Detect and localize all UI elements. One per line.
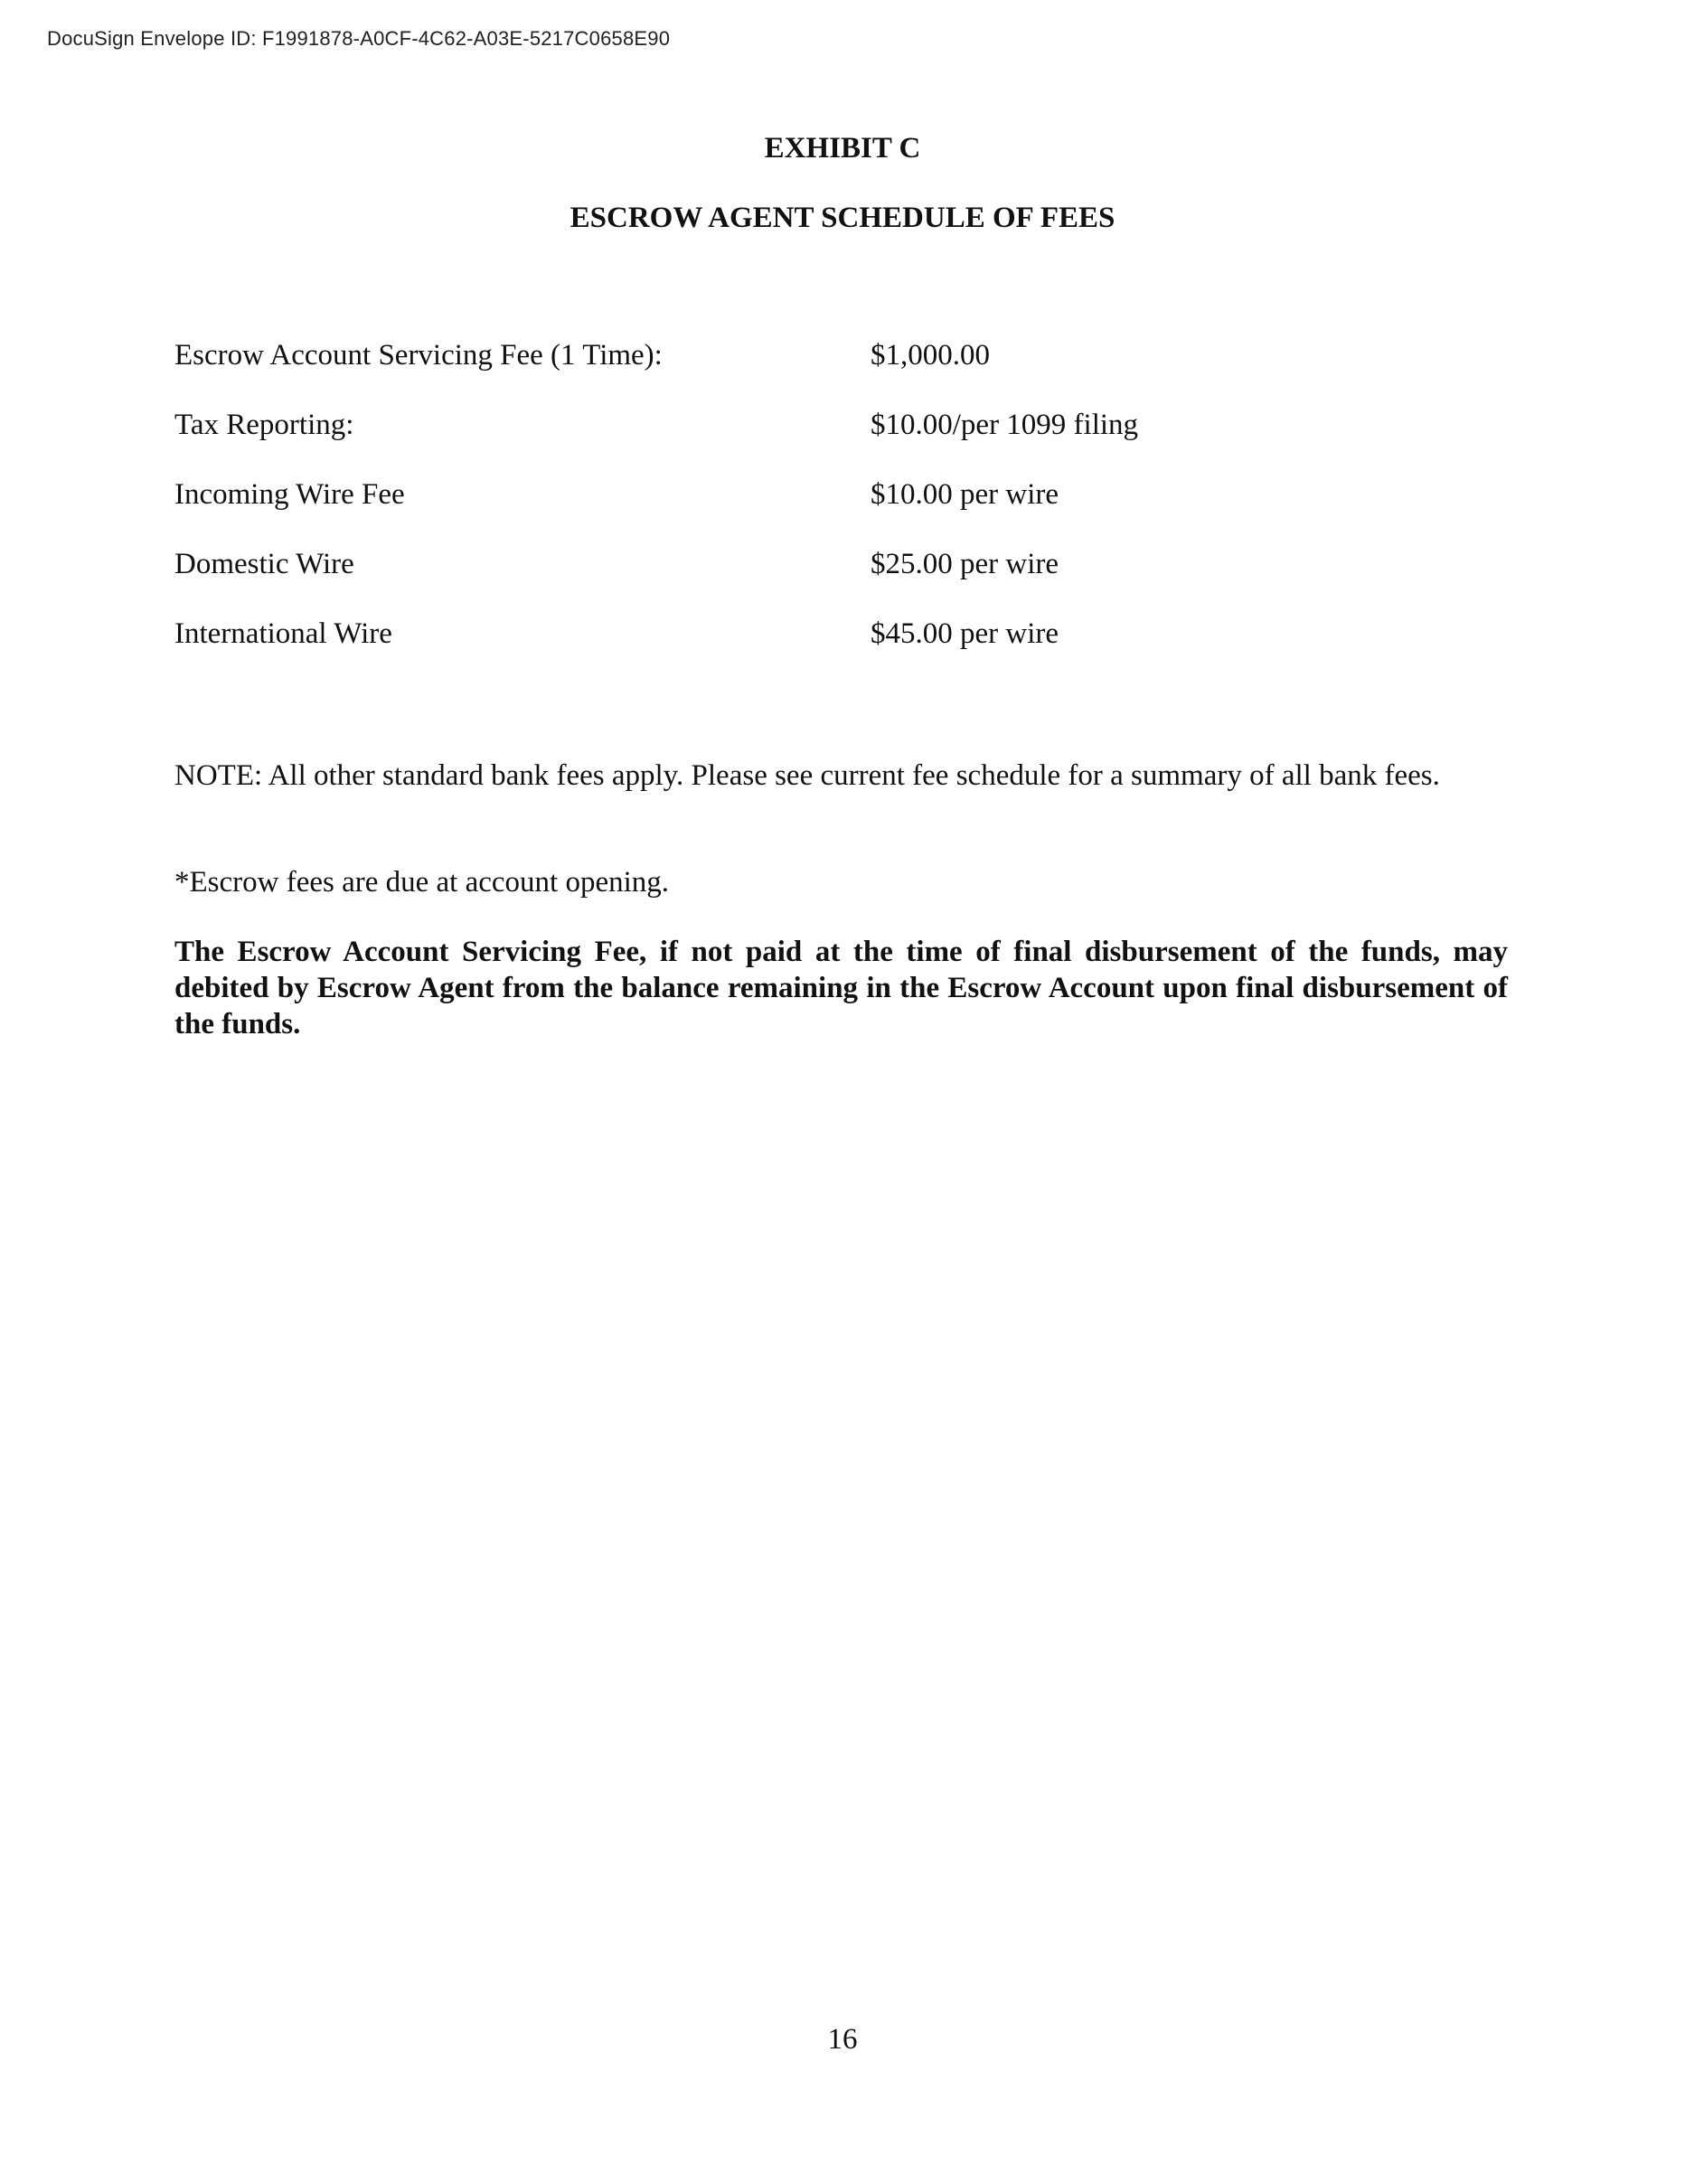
escrow-fees-due-note: *Escrow fees are due at account opening. (174, 866, 670, 899)
fee-amount: $10.00 per wire (871, 478, 1059, 511)
fee-label: Incoming Wire Fee (174, 478, 405, 511)
fee-label: International Wire (174, 617, 392, 650)
fee-row-domestic-wire (174, 548, 1508, 617)
bank-fees-note: NOTE: All other standard bank fees apply. Please see current fee schedule for a summary of all bank fees. (174, 759, 1440, 792)
schedule-title: ESCROW AGENT SCHEDULE OF FEES (570, 202, 1115, 234)
fee-row-incoming-wire (174, 478, 1508, 548)
servicing-fee-paragraph: The Escrow Account Servicing Fee, if not paid at the time of final disbursement of the funds, may debited by Escrow Agent from the balance remaining in the Escrow Account upon final disbursement of the funds. (174, 936, 1508, 1040)
docusign-envelope-id: DocuSign Envelope ID: F1991878-A0CF-4C62-A03E-5217C0658E90 (47, 27, 671, 50)
fee-row-escrow-servicing (174, 339, 1508, 409)
fee-label: Escrow Account Servicing Fee (1 Time): (174, 339, 663, 372)
fee-amount: $25.00 per wire (871, 548, 1059, 580)
exhibit-title: EXHIBIT C (764, 132, 921, 165)
fee-row-tax-reporting (174, 409, 1508, 478)
fee-schedule-table (174, 339, 1508, 687)
fee-row-international-wire (174, 617, 1508, 687)
fee-label: Domestic Wire (174, 548, 354, 580)
fee-label: Tax Reporting: (174, 409, 354, 441)
fee-amount: $10.00/per 1099 filing (871, 409, 1139, 441)
page-number: 16 (827, 2023, 858, 2056)
fee-amount: $1,000.00 (871, 339, 990, 372)
fee-amount: $45.00 per wire (871, 617, 1059, 650)
